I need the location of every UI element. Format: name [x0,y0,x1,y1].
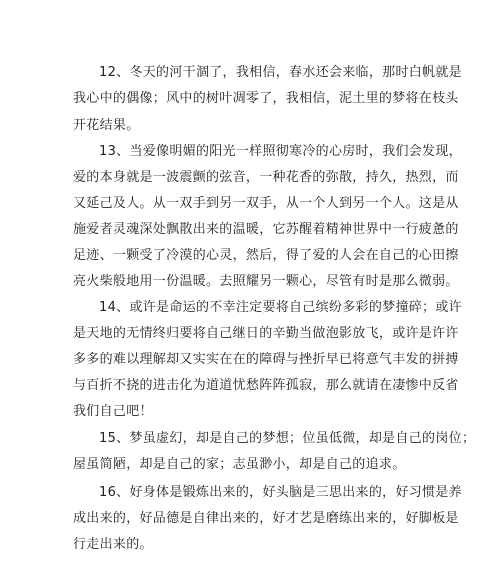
paragraph-14-line-4: 与百折不挠的进击化为道道忧愁阵阵孤寂，那么就请在凄惨中反省 [73,378,459,393]
paragraph-14-line-1: 14、或许是命运的不幸注定要将自己缤纷多彩的梦撞碎；或许 [99,300,462,315]
paragraph-13-line-6: 亮火柴般地用一份温暖。去照耀另一颗心，尽管有时是那么微弱。 [73,274,459,289]
paragraph-13-line-1: 13、当爱像明媚的阳光一样照彻寒冷的心房时，我们会发现， [99,144,462,159]
paragraph-16-line-2: 成出来的，好品德是自律出来的，好才艺是磨练出来的，好脚板是 [73,511,459,526]
paragraph-15-line-2: 屋虽简陋，却是自己的家；志虽渺小，却是自己的追求。 [73,457,406,472]
paragraph-13-line-2: 爱的本身就是一波震颤的弦音，一种花香的弥散，持久，热烈，而 [73,170,459,185]
paragraph-14-line-3: 多多的难以理解却又实实在在的障碍与挫折早已将意气丰发的拼搏 [73,352,459,367]
paragraph-13-line-3: 又延己及人。从一双手到另一双手，从一个人到另一个人。这是从 [73,196,459,211]
paragraph-16-line-3: 行走出来的。 [73,537,153,552]
paragraph-14-line-5: 我们自己吧！ [73,404,153,419]
paragraph-12-line-1: 12、冬天的河干涸了，我相信，春水还会来临，那时白帆就是 [99,65,462,80]
paragraph-13-line-4: 施爱者灵魂深处飘散出来的温暖，它苏醒着精神世界中一行疲惫的 [73,222,459,237]
paragraph-16-line-1: 16、好身体是锻炼出来的，好头脑是三思出来的，好习惯是养 [99,485,462,500]
paragraph-12-line-2: 我心中的偶像；风中的树叶凋零了，我相信，泥土里的梦将在枝头 [73,91,459,106]
paragraph-13-line-5: 足迹、一颗受了冷漠的心灵，然后，得了爱的人会在自己的心田擦 [73,248,459,263]
paragraph-14-line-2: 是天地的无情终归要将自己继日的辛勤当做泡影放飞，或许是许许 [73,326,459,341]
paragraph-12-line-3: 开花结果。 [73,118,140,133]
paragraph-15-line-1: 15、梦虽虚幻，却是自己的梦想；位虽低微，却是自己的岗位； [99,431,476,446]
